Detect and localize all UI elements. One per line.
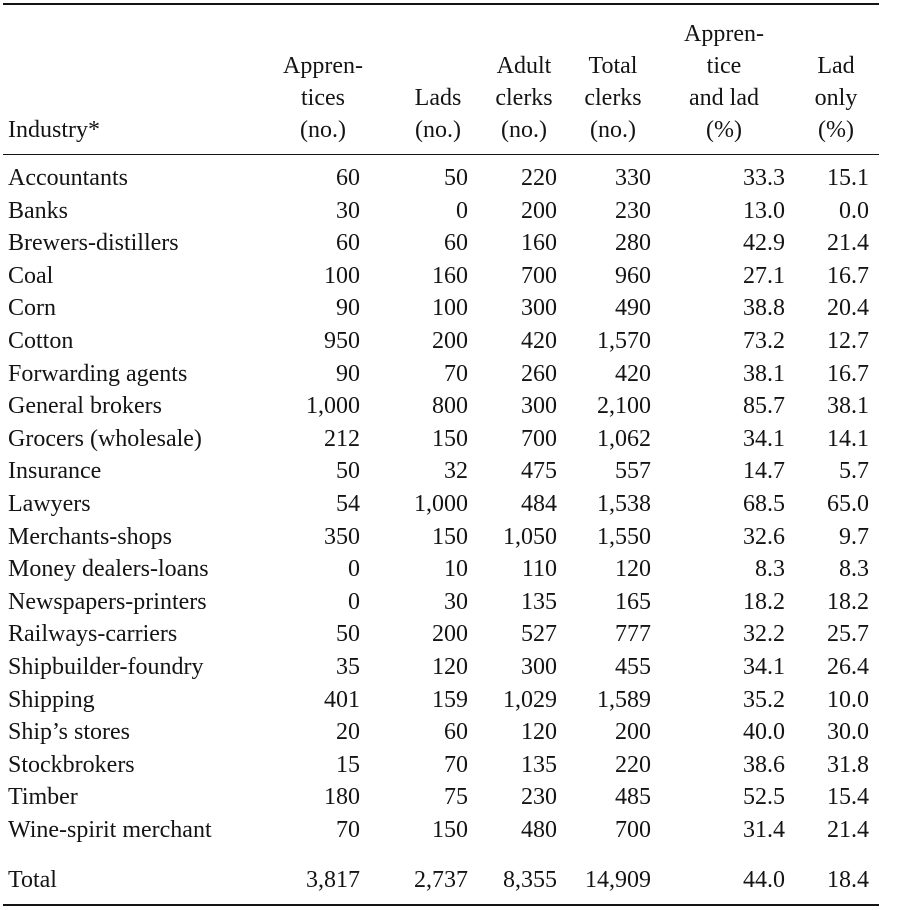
adult-clerks-cell: 527 (521, 621, 557, 648)
lad-only-cell: 15.1 (827, 165, 869, 191)
adult-clerks-cell: 480 (521, 817, 557, 843)
total-clerks-cell: 1,062 (597, 425, 651, 452)
industry-cell: Corn (8, 295, 56, 322)
industry-cell: Shipping (8, 686, 95, 713)
lad-only-cell: 9.7 (839, 523, 869, 550)
total-total-clerks: 14,909 (585, 867, 651, 893)
industry-cell: Grocers (wholesale) (8, 425, 202, 452)
apprentice-and-lad-cell: 85.7 (743, 393, 785, 420)
total-clerks-cell: 490 (615, 295, 651, 322)
adult-clerks-cell: 110 (521, 556, 557, 583)
lad-only-cell: 0.0 (839, 197, 869, 224)
apprentices-cell: 60 (336, 230, 360, 257)
industry-cell: Coal (8, 262, 54, 289)
total-clerks-cell: 1,538 (597, 491, 651, 517)
lads-cell: 150 (432, 817, 468, 843)
total-clerks-cell: 200 (615, 719, 651, 746)
total-clerks-cell: 777 (615, 621, 651, 648)
header-line: (no.) (590, 117, 636, 143)
header-line: and lad (689, 85, 759, 111)
adult-clerks-cell: 475 (521, 458, 557, 485)
lads-cell: 70 (444, 751, 468, 778)
apprentice-and-lad-cell: 52.5 (743, 784, 785, 811)
lad-only-cell: 8.3 (839, 556, 869, 583)
lads-cell: 50 (444, 165, 468, 191)
table-row (0, 292, 900, 325)
total-clerks-cell: 700 (615, 817, 651, 843)
industry-cell: Insurance (8, 458, 102, 485)
apprentices-cell: 50 (336, 458, 360, 485)
header-line: Appren- (684, 21, 764, 47)
total-apprentice-and-lad: 44.0 (743, 867, 785, 893)
total-clerks-cell: 420 (615, 360, 651, 387)
table-row (0, 325, 900, 358)
lads-cell: 159 (432, 686, 468, 713)
apprentice-and-lad-cell: 13.0 (743, 197, 785, 224)
apprentices-cell: 401 (324, 686, 360, 713)
apprentice-and-lad-cell: 14.7 (743, 458, 785, 485)
header-line: (no.) (300, 117, 346, 143)
lads-cell: 150 (432, 425, 468, 452)
adult-clerks-cell: 230 (521, 784, 557, 811)
table-row (0, 423, 900, 456)
adult-clerks-cell: 160 (521, 230, 557, 257)
apprentices-cell: 15 (336, 751, 360, 778)
lads-cell: 100 (432, 295, 468, 322)
total-adult-clerks: 8,355 (503, 867, 557, 893)
total-clerks-cell: 330 (615, 165, 651, 191)
industry-cell: Lawyers (8, 491, 91, 517)
apprentices-cell: 100 (324, 262, 360, 289)
total-clerks-cell: 455 (615, 654, 651, 680)
adult-clerks-cell: 135 (521, 751, 557, 778)
header-line: (%) (818, 117, 854, 143)
top-rule (3, 3, 879, 5)
lad-only-cell: 5.7 (839, 458, 869, 485)
apprentices-cell: 350 (324, 523, 360, 550)
industry-cell: General brokers (8, 393, 162, 420)
table-row (0, 162, 900, 195)
industry-cell: Ship’s stores (8, 719, 131, 746)
adult-clerks-cell: 484 (521, 491, 557, 517)
lads-cell: 10 (444, 556, 468, 583)
apprentices-cell: 35 (336, 654, 360, 680)
lad-only-cell: 18.2 (827, 588, 869, 615)
header-adult-clerks (486, 6, 562, 146)
apprentices-cell: 1,000 (306, 393, 360, 420)
lad-only-cell: 16.7 (827, 360, 869, 387)
total-clerks-cell: 557 (615, 458, 651, 485)
lads-cell: 160 (432, 262, 468, 289)
lad-only-cell: 65.0 (827, 491, 869, 517)
lad-only-cell: 12.7 (827, 328, 869, 354)
lads-cell: 120 (432, 654, 468, 680)
header-line: (%) (706, 117, 742, 143)
header-line: Total (588, 53, 638, 79)
lad-only-cell: 16.7 (827, 262, 869, 289)
apprentices-cell: 30 (336, 197, 360, 224)
header-line: Adult (496, 53, 552, 79)
adult-clerks-cell: 135 (521, 588, 557, 615)
header-apprentice-and-lad (670, 6, 778, 146)
table-row (0, 358, 900, 391)
lad-only-cell: 21.4 (827, 230, 869, 257)
table-row (0, 684, 900, 717)
total-lads: 2,737 (414, 867, 468, 893)
table-row (0, 651, 900, 684)
table-row (0, 586, 900, 619)
lads-cell: 0 (456, 197, 468, 224)
adult-clerks-cell: 700 (521, 425, 557, 452)
apprentice-and-lad-cell: 42.9 (743, 230, 785, 257)
adult-clerks-cell: 220 (521, 165, 557, 191)
table-row (0, 814, 900, 847)
lads-cell: 32 (444, 458, 468, 485)
table-row (0, 716, 900, 749)
lad-only-cell: 25.7 (827, 621, 869, 648)
header-line: only (814, 85, 858, 111)
lads-cell: 1,000 (414, 491, 468, 517)
adult-clerks-cell: 300 (521, 654, 557, 680)
header-line: tice (706, 53, 742, 79)
table-row (0, 553, 900, 586)
industry-cell: Timber (8, 784, 78, 811)
industry-cell: Shipbuilder-foundry (8, 654, 204, 680)
apprentice-and-lad-cell: 38.6 (743, 751, 785, 778)
apprentice-and-lad-cell: 38.8 (743, 295, 785, 322)
lad-only-cell: 10.0 (827, 686, 869, 713)
header-rule (3, 154, 879, 155)
industry-cell: Cotton (8, 328, 74, 354)
apprentices-cell: 70 (336, 817, 360, 843)
industry-cell: Brewers-distillers (8, 230, 179, 257)
header-line: Industry* (8, 117, 100, 143)
total-clerks-cell: 485 (615, 784, 651, 811)
industry-cell: Forwarding agents (8, 360, 188, 387)
apprentice-and-lad-cell: 32.2 (743, 621, 785, 648)
industry-cell: Railways-carriers (8, 621, 178, 648)
industry-cell: Wine-spirit merchant (8, 817, 212, 843)
table-row (0, 521, 900, 554)
apprentices-cell: 90 (336, 295, 360, 322)
header-line: Lads (414, 85, 462, 111)
apprentices-cell: 0 (348, 588, 360, 615)
lads-cell: 200 (432, 328, 468, 354)
total-clerks-cell: 1,550 (597, 523, 651, 550)
table-row (0, 390, 900, 423)
adult-clerks-cell: 1,050 (503, 523, 557, 550)
industry-cell: Money dealers-loans (8, 556, 209, 583)
table-row (0, 227, 900, 260)
apprentices-cell: 50 (336, 621, 360, 648)
total-clerks-cell: 230 (615, 197, 651, 224)
apprentice-and-lad-cell: 34.1 (743, 654, 785, 680)
apprentice-and-lad-cell: 32.6 (743, 523, 785, 550)
adult-clerks-cell: 300 (521, 393, 557, 420)
adult-clerks-cell: 260 (521, 360, 557, 387)
apprentices-cell: 20 (336, 719, 360, 746)
header-line: (no.) (501, 117, 547, 143)
apprentices-cell: 90 (336, 360, 360, 387)
total-clerks-cell: 960 (615, 262, 651, 289)
apprentice-and-lad-cell: 34.1 (743, 425, 785, 452)
lads-cell: 150 (432, 523, 468, 550)
apprentice-and-lad-cell: 73.2 (743, 328, 785, 354)
header-line: clerks (584, 85, 642, 111)
adult-clerks-cell: 300 (521, 295, 557, 322)
lads-cell: 30 (444, 588, 468, 615)
header-line: tices (301, 85, 345, 111)
total-apprentices: 3,817 (306, 867, 360, 893)
adult-clerks-cell: 120 (521, 719, 557, 746)
total-clerks-cell: 165 (615, 588, 651, 615)
total-clerks-cell: 280 (615, 230, 651, 257)
apprentices-cell: 180 (324, 784, 360, 811)
bottom-rule (3, 904, 879, 906)
lad-only-cell: 38.1 (827, 393, 869, 420)
lads-cell: 60 (444, 719, 468, 746)
apprentices-cell: 212 (324, 425, 360, 452)
lad-only-cell: 31.8 (827, 751, 869, 778)
header-lad-only (800, 6, 872, 146)
total-lad-only: 18.4 (827, 867, 869, 893)
total-row (0, 864, 900, 897)
table-row (0, 488, 900, 521)
lad-only-cell: 20.4 (827, 295, 869, 322)
lads-cell: 800 (432, 393, 468, 420)
total-clerks-cell: 2,100 (597, 393, 651, 420)
apprentice-and-lad-cell: 18.2 (743, 588, 785, 615)
adult-clerks-cell: 700 (521, 262, 557, 289)
apprentices-cell: 60 (336, 165, 360, 191)
header-line: Lad (817, 53, 855, 79)
header-line: Appren- (283, 53, 363, 79)
table-row (0, 618, 900, 651)
header-apprentices (268, 6, 378, 146)
apprentice-and-lad-cell: 33.3 (743, 165, 785, 191)
industry-cell: Merchants-shops (8, 523, 172, 550)
lad-only-cell: 21.4 (827, 817, 869, 843)
lad-only-cell: 15.4 (827, 784, 869, 811)
industry-cell: Accountants (8, 165, 128, 191)
table-row (0, 195, 900, 228)
industry-cell: Stockbrokers (8, 751, 135, 778)
table-row (0, 455, 900, 488)
table-row (0, 781, 900, 814)
industry-cell: Newspapers-printers (8, 588, 207, 615)
lads-cell: 200 (432, 621, 468, 648)
apprentice-and-lad-cell: 8.3 (755, 556, 785, 583)
apprentice-and-lad-cell: 35.2 (743, 686, 785, 713)
header-lads (400, 6, 476, 146)
apprentice-and-lad-cell: 68.5 (743, 491, 785, 517)
total-clerks-cell: 220 (615, 751, 651, 778)
adult-clerks-cell: 1,029 (503, 686, 557, 713)
adult-clerks-cell: 200 (521, 197, 557, 224)
header-total-clerks (570, 6, 656, 146)
apprentices-cell: 54 (336, 491, 360, 517)
total-clerks-cell: 1,589 (597, 686, 651, 713)
lad-only-cell: 14.1 (827, 425, 869, 452)
header-line: clerks (495, 85, 553, 111)
total-clerks-cell: 120 (615, 556, 651, 583)
total-clerks-cell: 1,570 (597, 328, 651, 354)
lads-cell: 70 (444, 360, 468, 387)
lads-cell: 60 (444, 230, 468, 257)
apprentice-and-lad-cell: 27.1 (743, 262, 785, 289)
lad-only-cell: 30.0 (827, 719, 869, 746)
table-row (0, 260, 900, 293)
adult-clerks-cell: 420 (521, 328, 557, 354)
lad-only-cell: 26.4 (827, 654, 869, 680)
apprentices-cell: 0 (348, 556, 360, 583)
header-line: (no.) (415, 117, 461, 143)
header-industry (8, 6, 268, 146)
apprentice-and-lad-cell: 40.0 (743, 719, 785, 746)
total-label: Total (8, 867, 57, 893)
table-row (0, 749, 900, 782)
lads-cell: 75 (444, 784, 468, 811)
industry-cell: Banks (8, 197, 68, 224)
apprentices-cell: 950 (324, 328, 360, 354)
apprentice-and-lad-cell: 31.4 (743, 817, 785, 843)
apprentice-and-lad-cell: 38.1 (743, 360, 785, 387)
